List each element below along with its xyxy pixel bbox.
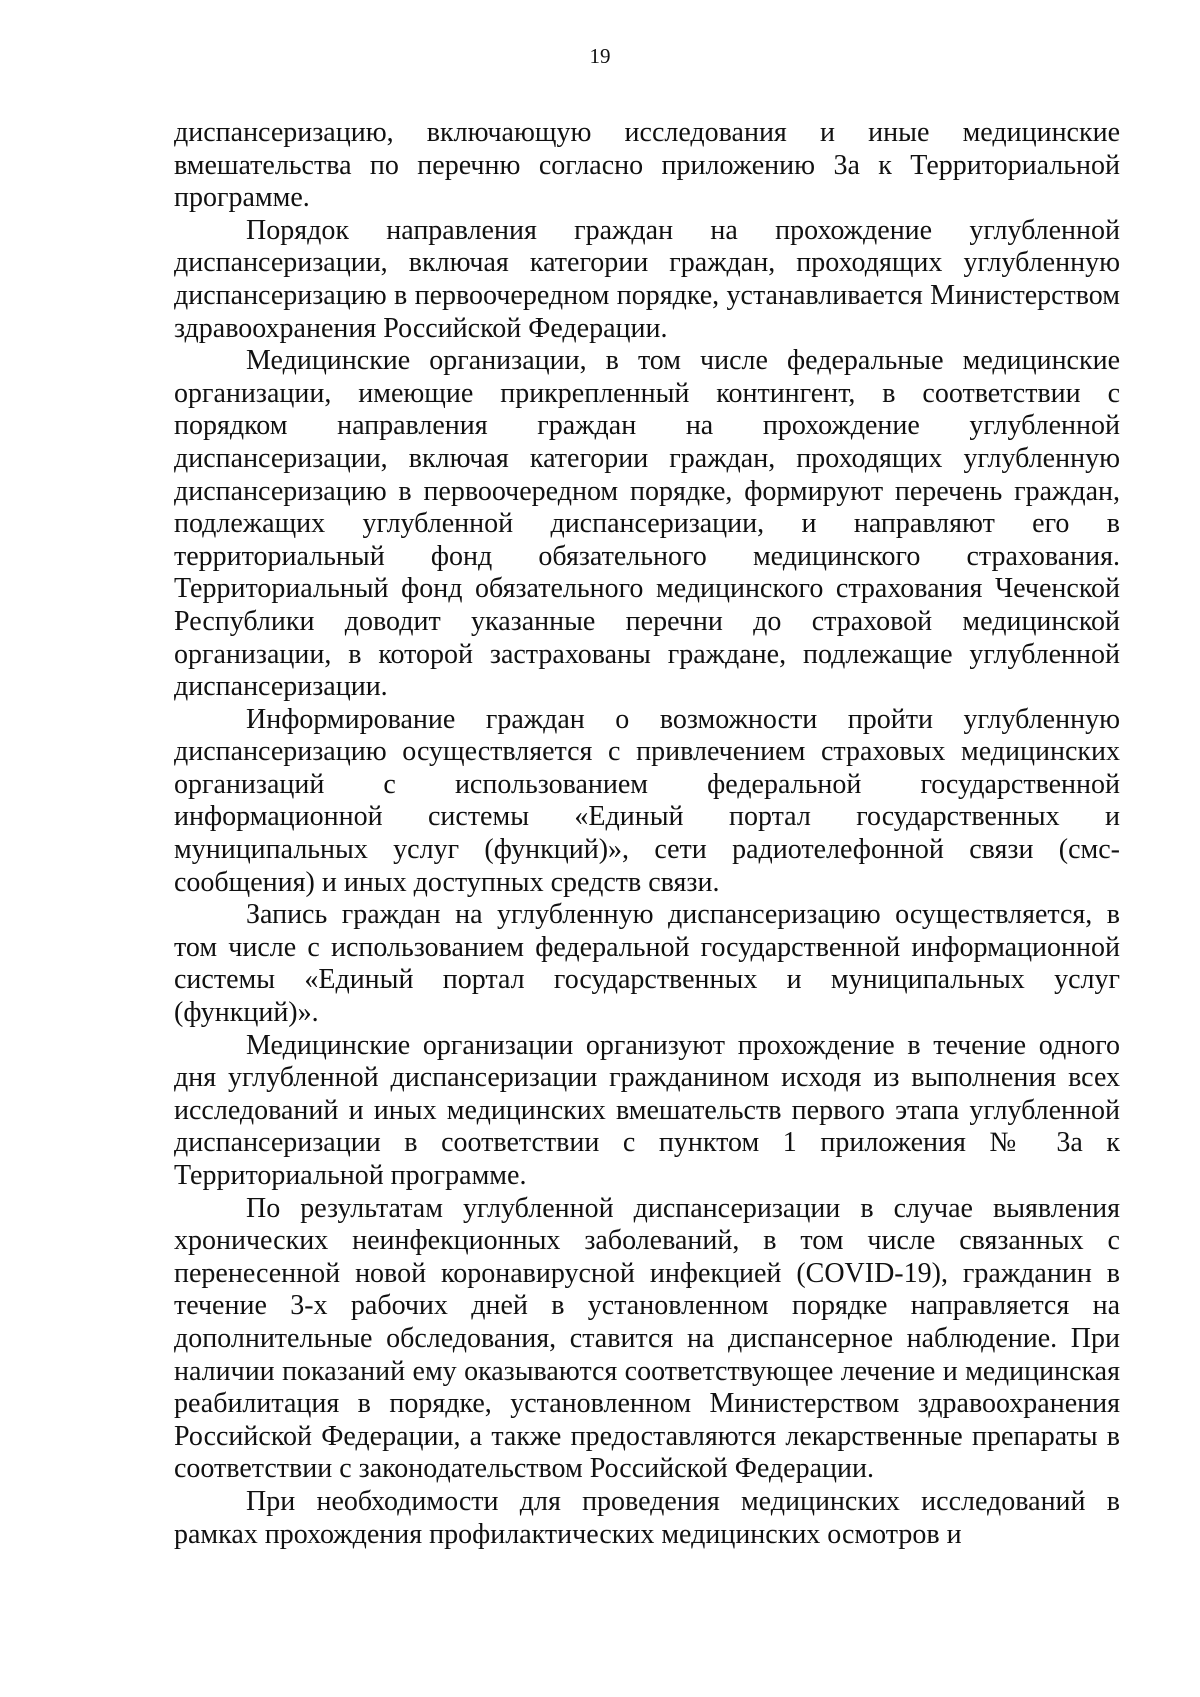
paragraph-continuation: диспансеризацию, включающую исследования и иные медицинские вмешательства по перечню согласно приложению 3а к Территориальной программе. <box>174 117 1120 214</box>
paragraph-results: По результатам углубленной диспансеризации в случае выявления хронических неинфекционных заболеваний, в том числе связанных с перенесенной новой коронавирусной инфекцией (COVID-19), гражданин в течение 3-х рабочих дней в установленном порядке направляется на дополнительные обследования, ставится на диспансерное наблюдение. При наличии показаний ему оказываются соответствующее лечение и медицинская реабилитация в порядке, установленном Министерством здравоохранения Российской Федерации, а также предоставляются лекарственные препараты в соответствии с законодательством Российской Федерации. <box>174 1192 1120 1485</box>
paragraph-necessity: При необходимости для проведения медицинских исследований в рамках прохождения профилактических медицинских осмотров и <box>174 1485 1120 1550</box>
paragraph-informing-citizens: Информирование граждан о возможности пройти углубленную диспансеризацию осуществляется с привлечением страховых медицинских организаций с использованием федеральной государственной информационной системы «Единый портал государственных и муниципальных услуг (функций)», сети радиотелефонной связи (смс-сообщения) и иных доступных средств связи. <box>174 703 1120 898</box>
paragraph-referral-procedure: Порядок направления граждан на прохождение углубленной диспансеризации, включая категории граждан, проходящих углубленную диспансеризацию в первоочередном порядке, устанавливается Министерством здравоохранения Российской Федерации. <box>174 214 1120 344</box>
paragraph-registration: Запись граждан на углубленную диспансеризацию осуществляется, в том числе с использованием федеральной государственной информационной системы «Единый портал государственных и муниципальных услуг (функций)». <box>174 899 1120 1029</box>
page-number: 19 <box>589 44 611 68</box>
paragraph-one-day-passage: Медицинские организации организуют прохождение в течение одного дня углубленной диспансеризации гражданином исходя из выполнения всех исследований и иных медицинских вмешательств первого этапа углубленной диспансеризации в соответствии с пунктом 1 приложения № 3а к Территориальной программе. <box>174 1029 1120 1191</box>
paragraph-medical-organizations-list: Медицинские организации, в том числе федеральные медицинские организации, имеющие прикрепленный контингент, в соответствии с порядком направления граждан на прохождение углубленной диспансеризации, включая категории граждан, проходящих углубленную диспансеризацию в первоочередном порядке, формируют перечень граждан, подлежащих углубленной диспансеризации, и направляют его в территориальный фонд обязательного медицинского страхования. Территориальный фонд обязательного медицинского страхования Чеченской Республики доводит указанные перечни до страховой медицинской организации, в которой застрахованы граждане, подлежащие углубленной диспансеризации. <box>174 345 1120 703</box>
document-body <box>174 117 1120 1551</box>
